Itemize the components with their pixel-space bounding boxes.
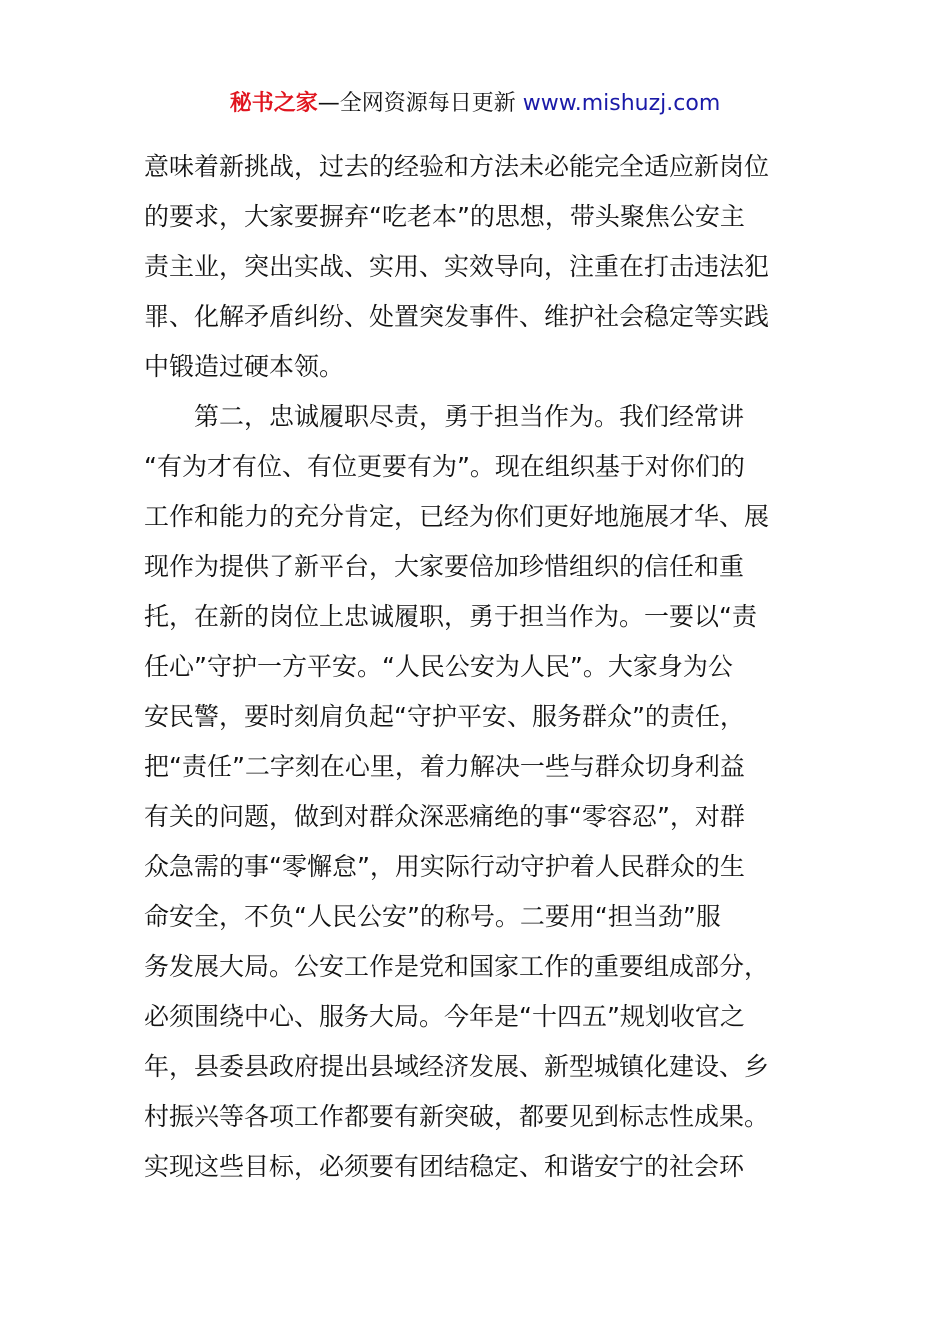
body-line: 安民警，要时刻肩负起“守护平安、服务群众”的责任， bbox=[144, 702, 745, 731]
brand-name: 秘书之家 bbox=[229, 91, 318, 116]
body-line: 有关的问题，做到对群众深恶痛绝的事“零容忍”，对群 bbox=[144, 802, 745, 831]
body-line: 意味着新挑战，过去的经验和方法未必能完全适应新岗位 bbox=[144, 152, 770, 181]
body-line: 村振兴等各项工作都要有新突破，都要见到标志性成果。 bbox=[144, 1102, 770, 1131]
body-line: “有为才有位、有位更要有为”。现在组织基于对你们的 bbox=[144, 452, 745, 481]
header-url-link[interactable]: www.mishuzj.com bbox=[522, 91, 721, 116]
body-line: 必须围绕中心、服务大局。今年是“十四五”规划收官之 bbox=[144, 1002, 745, 1031]
body-line: 责主业，突出实战、实用、实效导向，注重在打击违法犯 bbox=[144, 252, 770, 281]
body-line: 第二，忠诚履职尽责，勇于担当作为。我们经常讲 bbox=[144, 402, 745, 431]
body-line: 把“责任”二字刻在心里，着力解决一些与群众切身利益 bbox=[144, 752, 745, 781]
body-line: 实现这些目标，必须要有团结稳定、和谐安宁的社会环 bbox=[144, 1152, 745, 1181]
body-line: 命安全，不负“人民公安”的称号。二要用“担当劲”服 bbox=[144, 902, 721, 931]
body-line: 工作和能力的充分肯定，已经为你们更好地施展才华、展 bbox=[144, 502, 770, 531]
body-line: 现作为提供了新平台，大家要倍加珍惜组织的信任和重 bbox=[144, 552, 745, 581]
body-line: 罪、化解矛盾纠纷、处置突发事件、维护社会稳定等实践 bbox=[144, 302, 770, 331]
body-line: 托，在新的岗位上忠诚履职，勇于担当作为。一要以“责 bbox=[144, 602, 757, 631]
header-tagline: —全网资源每日更新 bbox=[317, 91, 523, 116]
page-header bbox=[0, 86, 950, 122]
body-line: 务发展大局。公安工作是党和国家工作的重要组成部分， bbox=[144, 952, 770, 981]
document-body bbox=[144, 142, 809, 1192]
body-line: 众急需的事“零懈怠”，用实际行动守护着人民群众的生 bbox=[144, 852, 745, 881]
body-line: 年，县委县政府提出县域经济发展、新型城镇化建设、乡 bbox=[144, 1052, 770, 1081]
body-line: 任心”守护一方平安。“人民公安为人民”。大家身为公 bbox=[144, 652, 733, 681]
body-line: 中锻造过硬本领。 bbox=[144, 352, 345, 381]
body-line: 的要求，大家要摒弃“吃老本”的思想，带头聚焦公安主 bbox=[144, 202, 745, 231]
